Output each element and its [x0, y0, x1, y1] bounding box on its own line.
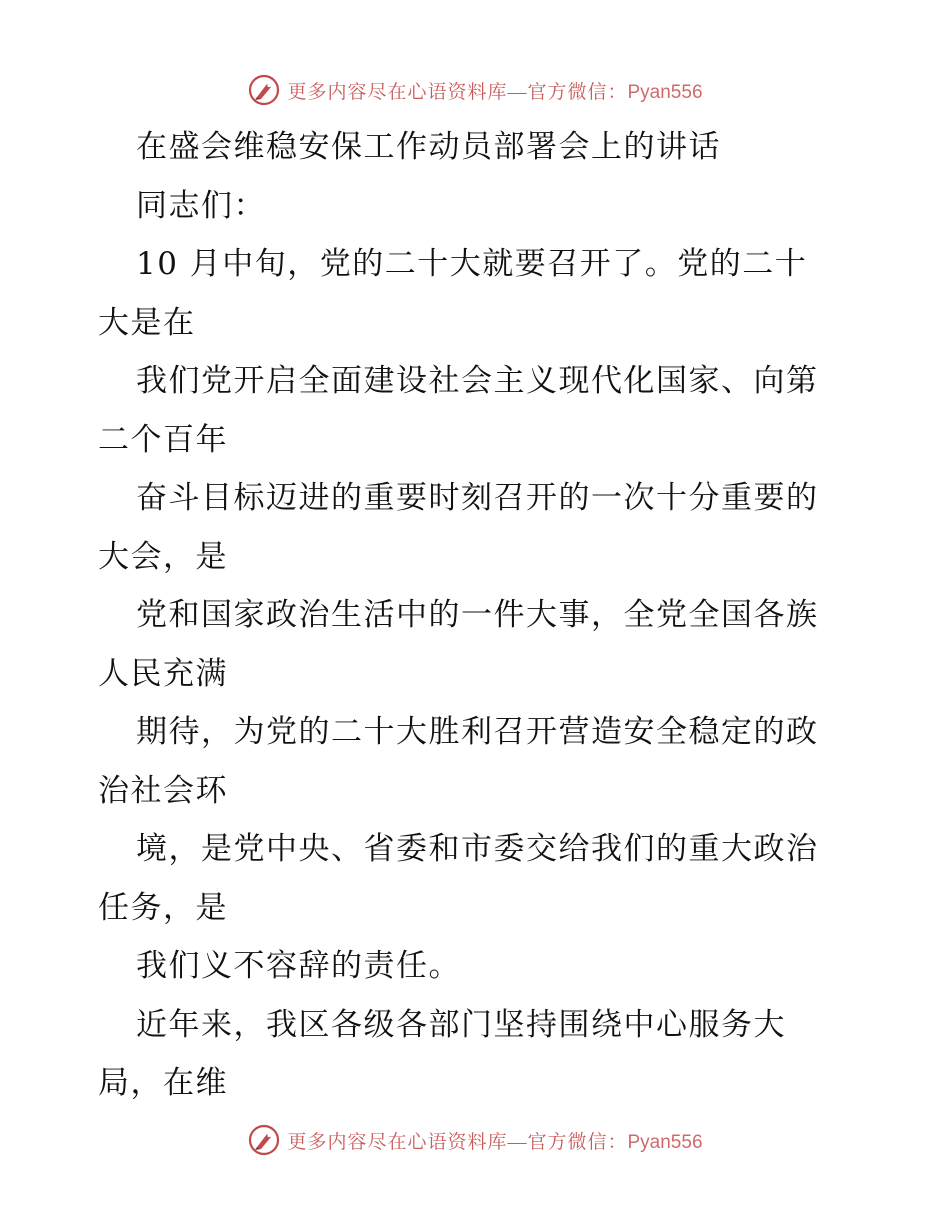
wechat-id: Pyan556	[627, 1131, 703, 1153]
header-banner	[0, 70, 950, 110]
text-line: 10 月中旬，党的二十大就要召开了。党的二十	[136, 246, 808, 282]
text-line: 党和国家政治生活中的一件大事，全党全国各族	[136, 597, 819, 633]
wechat-id: Pyan556	[627, 81, 703, 103]
text-line: 近年来，我区各级各部门坚持围绕中心服务大	[136, 1006, 786, 1043]
text-line: 在盛会维稳安保工作动员部署会上的讲话	[136, 129, 721, 165]
text-line: 人民充满	[98, 655, 228, 692]
footer-banner	[0, 1120, 950, 1160]
text-line: 同志们：	[136, 187, 266, 224]
banner-text: 更多内容尽在心语资料库—官方微信：	[287, 81, 628, 103]
text-line: 局，在维	[98, 1065, 228, 1101]
text-line: 我们党开启全面建设社会主义现代化国家、向第	[136, 363, 819, 399]
document-body	[98, 118, 858, 1113]
text-line: 治社会环	[98, 772, 228, 809]
text-line: 任务，是	[98, 889, 228, 926]
text-line: 二个百年	[98, 421, 228, 458]
document-lines	[98, 118, 858, 1113]
text-line: 我们义不容辞的责任。	[136, 948, 461, 984]
text-line: 大会，是	[98, 538, 228, 575]
text-line: 期待，为党的二十大胜利召开营造安全稳定的政	[136, 714, 819, 750]
text-line: 奋斗目标迈进的重要时刻召开的一次十分重要的	[136, 480, 819, 516]
pen-nib-icon	[247, 73, 281, 107]
banner-text: 更多内容尽在心语资料库—官方微信：	[287, 1131, 628, 1153]
text-line: 大是在	[98, 304, 196, 341]
text-line: 境，是党中央、省委和市委交给我们的重大政治	[136, 831, 819, 867]
pen-nib-icon	[247, 1123, 281, 1157]
